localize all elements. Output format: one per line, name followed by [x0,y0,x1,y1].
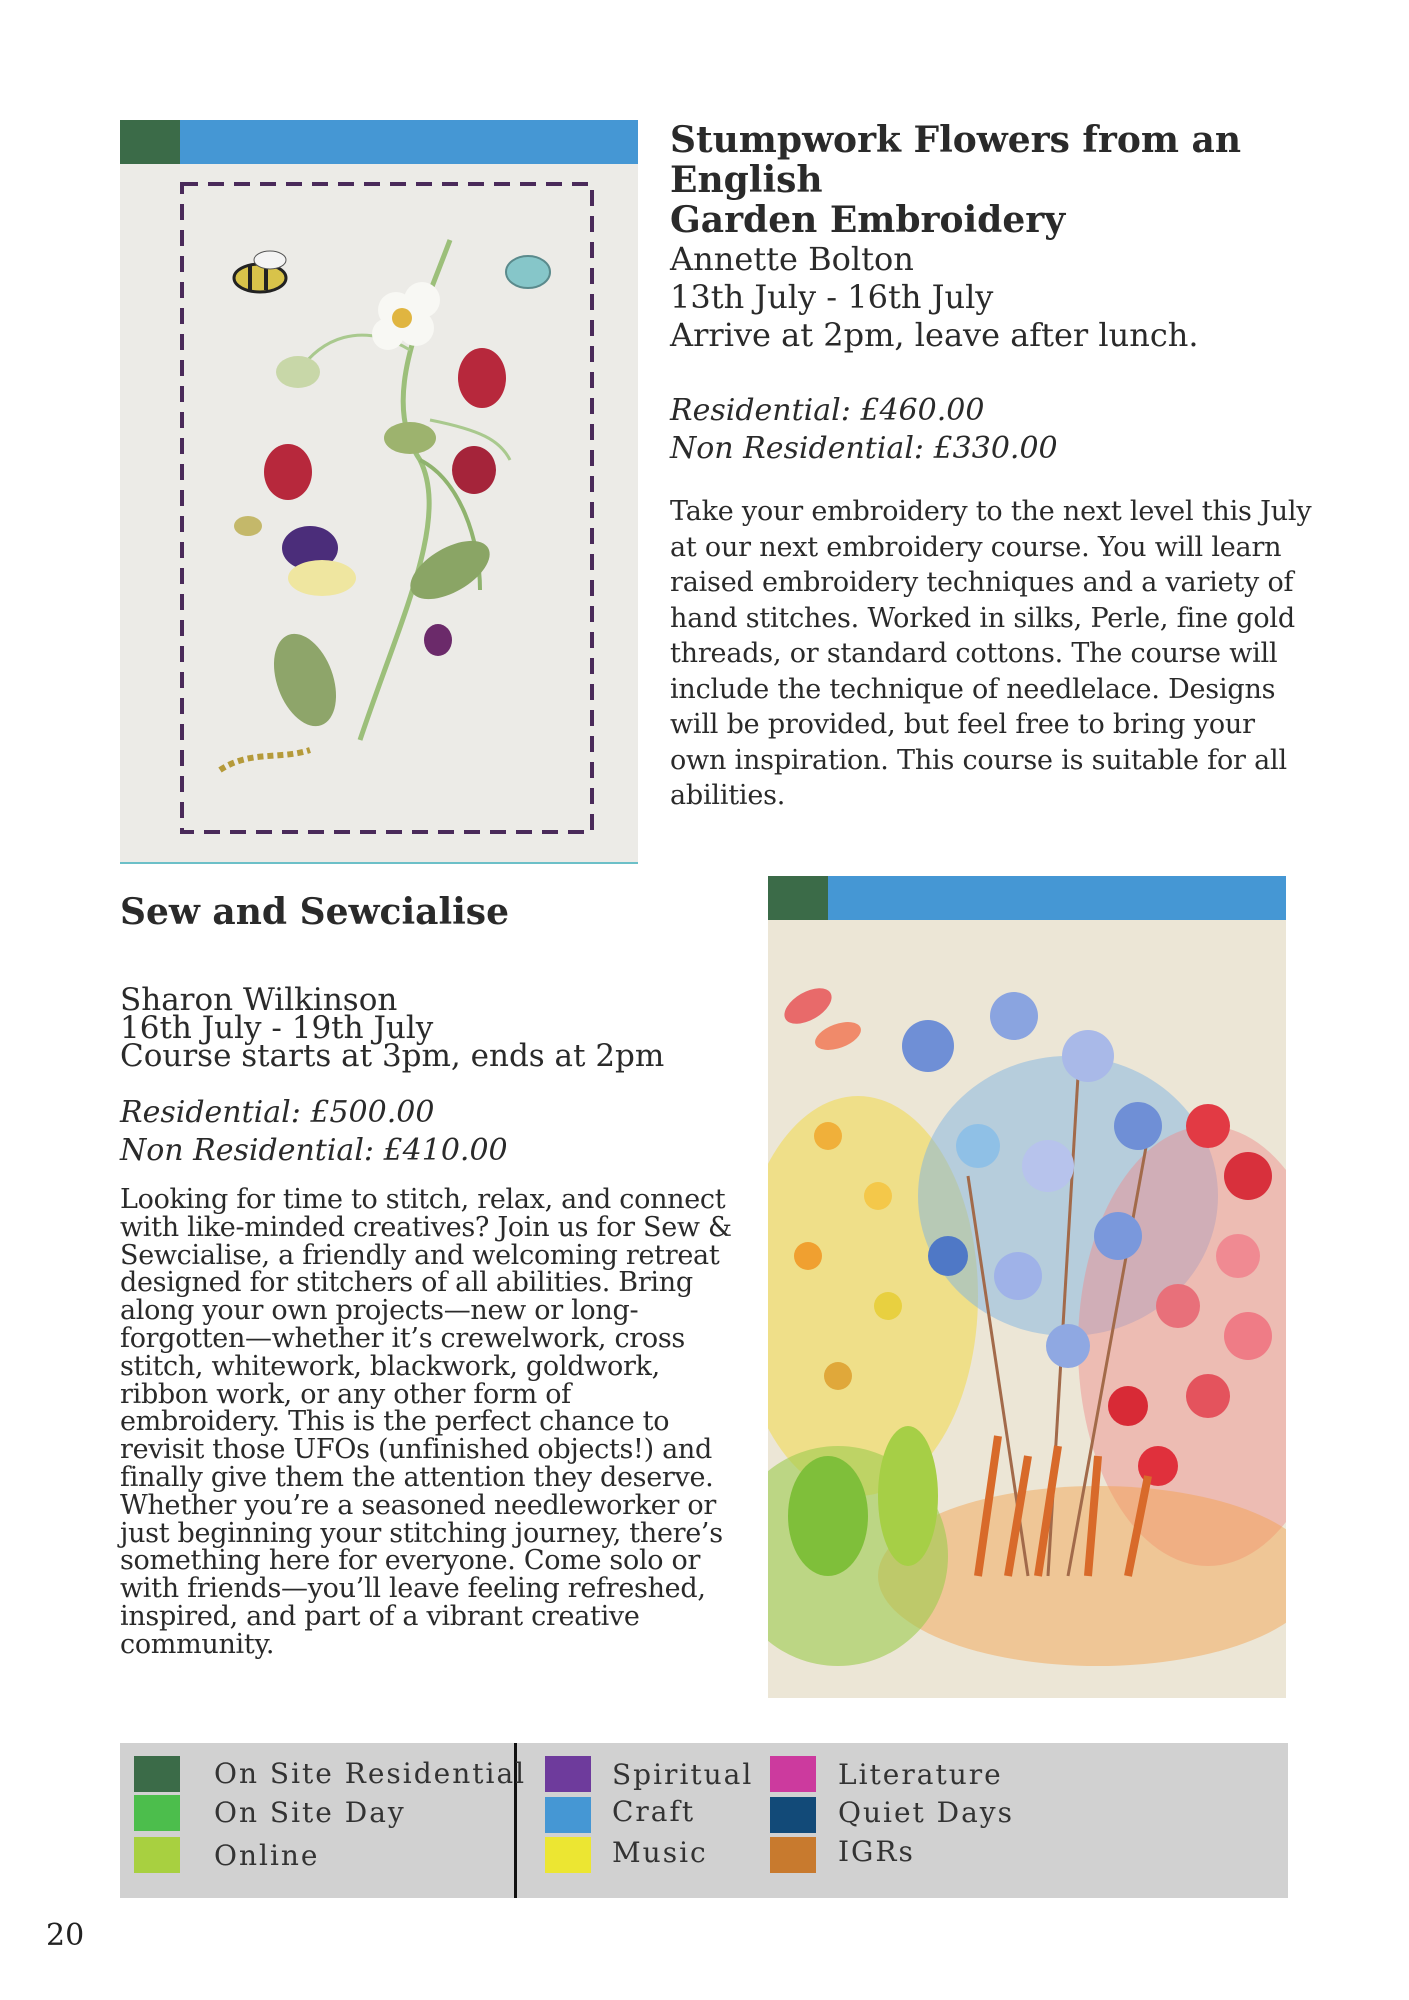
category-bar [120,120,638,164]
course-title [670,120,1320,200]
legend-swatch-quiet-days [770,1797,816,1833]
description-line: Looking for time to stitch, relax, and connect [120,1184,726,1215]
description-line: inspired, and part of a vibrant creative [120,1600,640,1632]
description-line: Take your embroidery to the next level this July [670,496,1312,527]
description-line: with like-minded creatives? Join us for Sew & [120,1211,732,1243]
page-number: 20 [46,1918,85,1953]
legend-label: On Site Residential [214,1757,527,1790]
legend-swatch-online [134,1837,180,1873]
stumpwork-embroidery-illustration [120,120,638,862]
course-description [120,1186,750,1659]
course-dates: 13th July - 16th July [670,278,994,316]
description-line: along your own projects—new or long- [120,1295,639,1327]
legend-swatch-craft [545,1797,591,1833]
legend-swatch-music [545,1837,591,1873]
legend-swatch-on-site-residential [134,1756,180,1792]
description-line: include the technique of needlelace. Designs [670,673,1276,705]
description-line: forgotten—whether it’s crewelwork, cross [120,1322,685,1354]
price-non-residential: Non Residential: £330.00 [670,431,1058,466]
french-knot-garden-photo [768,876,1286,1698]
legend-label: Quiet Days [838,1796,1014,1829]
description-line: at our next embroidery course. You will learn [670,531,1282,563]
description-line: finally give them the attention they deserve. [120,1461,714,1493]
description-line: embroidery. This is the perfect chance to [120,1406,670,1438]
legend-swatch-spiritual [545,1756,591,1792]
description-line: raised embroidery techniques and a variety of [670,567,1294,598]
description-line: ribbon work, or any other form of [120,1378,571,1410]
description-line: threads, or standard cottons. The course will [670,638,1278,669]
price-residential: Residential: £460.00 [670,393,985,428]
category-legend [120,1743,1288,1898]
description-line: something here for everyone. Come solo or [120,1545,701,1577]
description-line: own inspiration. This course is suitable for all [670,744,1287,776]
description-line: revisit those UFOs (unfinished objects!) and [120,1434,712,1466]
course-sew-and-sewcialise [120,890,750,1659]
description-line: Whether you’re a seasoned needleworker or [120,1489,716,1521]
description-line: designed for stitchers of all abilities. Bring [120,1267,693,1299]
course-title: Sew and Sewcialise [120,891,509,933]
legend-label: Music [612,1836,708,1869]
description-line: stitch, whitework, blackwork, goldwork, [120,1350,660,1382]
description-line: hand stitches. Worked in silks, Perle, fine gold [670,602,1295,634]
stumpwork-embroidery-photo [120,120,638,864]
price-residential: Residential: £500.00 [120,1095,435,1130]
description-line: just beginning your stitching journey, there’s [120,1517,723,1549]
course-title-line-2: Garden Embroidery [670,199,1066,241]
description-line: abilities. [670,780,786,811]
course-stumpwork [670,120,1320,814]
on-site-residential-marker [768,876,828,920]
course-title-line-1: Stumpwork Flowers from an English [670,119,1242,201]
description-line: will be provided, but feel free to bring your [670,709,1255,740]
price-non-residential: Non Residential: £410.00 [120,1133,508,1168]
course-description [670,494,1320,814]
course-dates: 16th July - 19th July [120,1010,434,1046]
description-line: community. [120,1628,275,1660]
legend-label: IGRs [838,1835,915,1868]
french-knot-garden-illustration [768,876,1286,1698]
legend-label: Online [214,1839,320,1872]
legend-label: Craft [612,1795,696,1828]
legend-label: Literature [838,1758,1003,1791]
legend-label: Spiritual [612,1758,754,1791]
description-line: with friends—you’ll leave feeling refreshed, [120,1573,706,1605]
legend-label: On Site Day [214,1796,406,1829]
category-bar [768,876,1286,920]
course-times: Arrive at 2pm, leave after lunch. [670,316,1199,354]
legend-swatch-igrs [770,1837,816,1873]
description-line: Sewcialise, a friendly and welcoming retreat [120,1239,720,1271]
course-times: Course starts at 3pm, ends at 2pm [120,1038,665,1074]
legend-swatch-on-site-day [134,1795,180,1831]
on-site-residential-marker [120,120,180,164]
legend-swatch-literature [770,1756,816,1792]
tutor-name: Annette Bolton [670,240,914,278]
tutor-name: Sharon Wilkinson [120,982,398,1018]
